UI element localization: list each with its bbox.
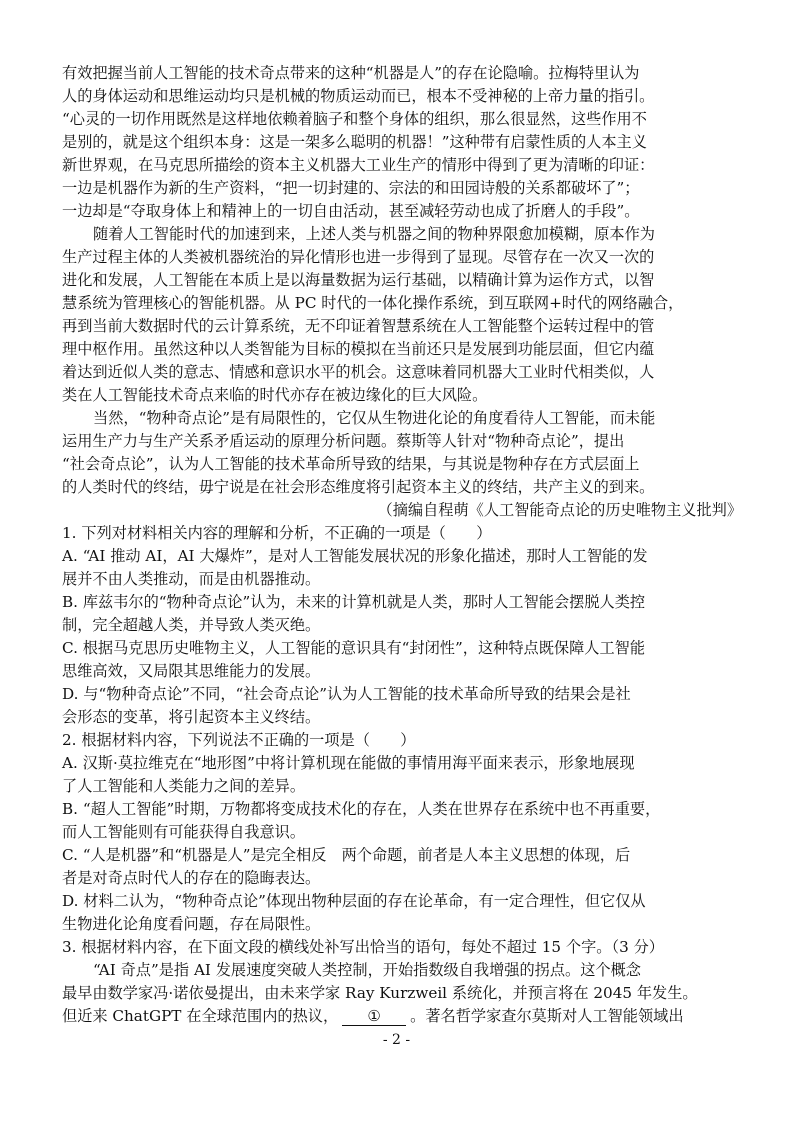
option-d-cont: 生物进化论角度看问题，存在局限性。 <box>62 915 321 933</box>
question-1 <box>62 522 742 729</box>
passage-paragraph-3 <box>62 407 742 522</box>
passage-paragraph-1 <box>62 62 742 223</box>
question-stem: 3. 根据材料内容，在下面文段的横线处补写出恰当的语句，每处不超过 15 个字。（3 分） <box>62 938 664 956</box>
text-line: “社会奇点论”，认为人工智能的技术革命所导致的结果，与其说是物种存在方式层面上 <box>62 455 640 473</box>
text-line: 当然，“物种奇点论”是有局限性的，它仅从生物进化论的角度看待人工智能，而未能 <box>93 409 656 427</box>
option-b-cont: 制，完全超越人类，并导致人类灭绝。 <box>62 616 321 634</box>
option-a-cont: 展并不由人类推动，而是由机器推动。 <box>62 570 321 588</box>
text-line: 生产过程主体的人类被机器统治的异化情形也进一步得到了显现。尽管存在一次又一次的 <box>62 248 655 266</box>
text-line: 慧系统为管理核心的智能机器。从 PC 时代的一体化操作系统，到互联网+时代的网络融合， <box>62 294 684 312</box>
text-line: 运用生产力与生产关系矛盾运动的原理分析问题。蔡斯等人针对“物种奇点论”，提出 <box>62 432 625 450</box>
text-line: 着达到近似人类的意志、情感和意识水平的机会。这意味着同机器大工业时代相类似，人 <box>62 363 655 381</box>
option-d-cont: 会形态的变革，将引起资本主义终结。 <box>62 708 321 726</box>
text-line: 的人类时代的终结，毋宁说是在社会形态维度将引起资本主义的终结，共产主义的到来。 <box>62 478 655 496</box>
text-segment: 但近来 ChatGPT 在全球范围内的热议， <box>62 1007 339 1025</box>
question-stem: 1. 下列对材料相关内容的理解和分析，不正确的一项是（ ） <box>62 524 492 542</box>
text-line-with-blank <box>62 1005 742 1028</box>
source-citation: （摘编自程萌《人工智能奇点论的历史唯物主义批判》 <box>377 501 742 519</box>
passage-paragraph-2 <box>62 223 742 407</box>
option-a-cont: 了人工智能和人类能力之间的差异。 <box>62 777 305 795</box>
text-line: 理中枢作用。虽然这种以人类智能为目标的模拟在当前还只是发展到功能层面，但它内蕴 <box>62 340 655 358</box>
text-line: 人的身体运动和思维运动均只是机械的物质运动而已，根本不受神秘的上帝力量的指引。 <box>62 87 655 105</box>
option-c-cont: 思维高效，又局限其思维能力的发展。 <box>62 662 321 680</box>
text-line: 新世界观，在马克思所描绘的资本主义机器大工业生产的情形中得到了更为清晰的印证： <box>62 156 655 174</box>
option-b: B. “超人工智能”时期，万物都将变成技术化的存在，人类在世界存在系统中也不再重要， <box>62 800 661 818</box>
question-2 <box>62 729 742 936</box>
text-line: 有效把握当前人工智能的技术奇点带来的这种“机器是人”的存在论隐喻。拉梅特里认为 <box>62 64 640 82</box>
option-a: A. “AI 推动 AI，AI 大爆炸”，是对人工智能发展状况的形象化描述，那时人工智能的发 <box>62 547 648 565</box>
text-line: “AI 奇点”是指 AI 发展速度突破人类控制，开始指数级自我增强的拐点。这个概念 <box>93 961 641 979</box>
text-line: 随着人工智能时代的加速到来，上述人类与机器之间的物种界限愈加模糊，原本作为 <box>93 225 655 243</box>
text-line: 是别的，就是这个组织本身：这是一架多么聪明的机器！”这种带有启蒙性质的人本主义 <box>62 133 647 151</box>
document-page <box>62 62 742 1028</box>
text-line: “心灵的一切作用既然是这样地依赖着脑子和整个身体的组织，那么很显然，这些作用不 <box>62 110 647 128</box>
option-b: B. 库兹韦尔的“物种奇点论”认为，未来的计算机就是人类，那时人工智能会摆脱人类控 <box>62 593 646 611</box>
text-line: 再到当前大数据时代的云计算系统，无不印证着智慧系统在人工智能整个运转过程中的管 <box>62 317 655 335</box>
question-stem: 2. 根据材料内容，下列说法不正确的一项是（ ） <box>62 731 416 749</box>
option-d: D. 与“物种奇点论”不同，“社会奇点论”认为人工智能的技术革命所导致的结果会是社 <box>62 685 631 703</box>
option-c-cont: 者是对奇点时代人的存在的隐晦表达。 <box>62 869 321 887</box>
answer-blank-1[interactable]: ① <box>342 1007 406 1026</box>
text-line: 类在人工智能技术奇点来临的时代亦存在被边缘化的巨大风险。 <box>62 386 488 404</box>
text-line: 一边是机器作为新的生产资料，“把一切封建的、宗法的和田园诗般的关系都破坏了”； <box>62 179 640 197</box>
option-b-cont: 而人工智能则有可能获得自我意识。 <box>62 823 305 841</box>
text-line: 进化和发展，人工智能在本质上是以海量数据为运行基础，以精确计算为运作方式，以智 <box>62 271 655 289</box>
question-3 <box>62 936 742 1028</box>
text-line: 一边却是“夺取身体上和精神上的一切自由活动，甚至减轻劳动也成了折磨人的手段”。 <box>62 202 640 220</box>
option-a: A. 汉斯·莫拉维克在“地形图”中将计算机现在能做的事情用海平面来表示，形象地展现 <box>62 754 635 772</box>
text-line: 最早由数学家冯·诺依曼提出，由未来学家 Ray Kurzweil 系统化，并预言将在 2045 年发生。 <box>62 984 698 1002</box>
option-c: C. 根据马克思历史唯物主义，人工智能的意识具有“封闭性”，这种特点既保障人工智能 <box>62 639 646 657</box>
option-c: C. “人是机器”和“机器是人”是完全相反 两个命题，前者是人本主义思想的体现，后 <box>62 846 631 864</box>
text-segment: 。著名哲学家查尔莫斯对人工智能领域出 <box>410 1007 684 1025</box>
option-d: D. 材料二认为，“物种奇点论”体现出物种层面的存在论革命，有一定合理性，但它仅从 <box>62 892 646 910</box>
page-number: - 2 - <box>382 1032 411 1048</box>
